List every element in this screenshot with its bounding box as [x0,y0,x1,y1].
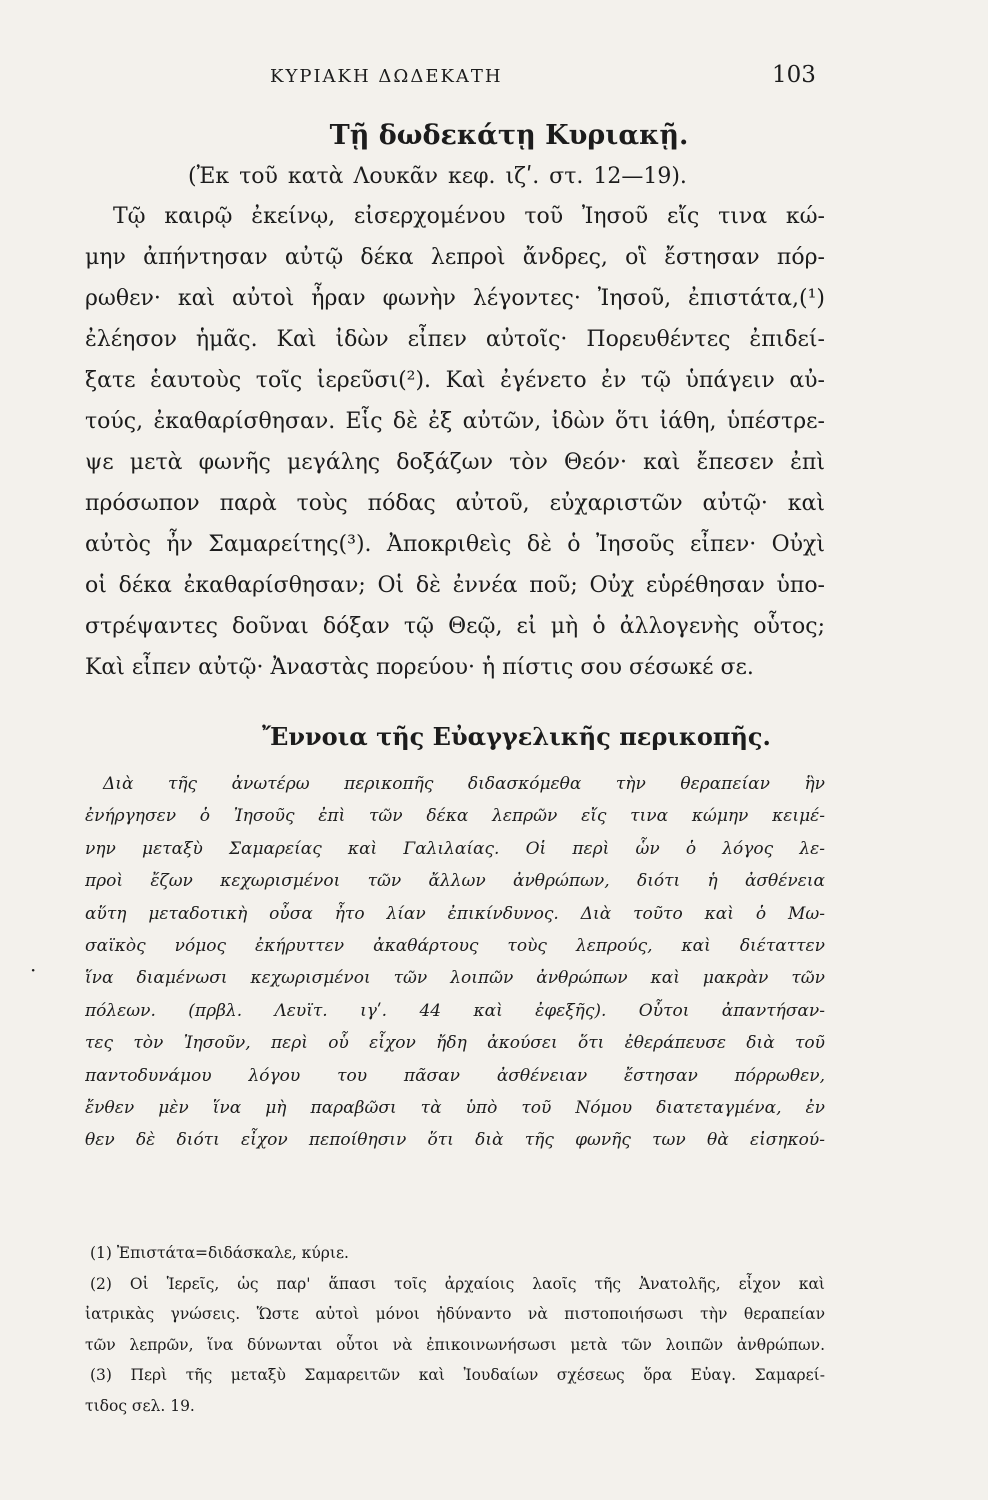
gospel-line: οἱ δέκα ἐκαθαρίσθησαν; Οἱ δὲ ἐννέα ποῦ; Οὐχ εὑρέθησαν ὑπο- [85,573,825,598]
commentary-line: νην μεταξὺ Σαμαρείας καὶ Γαλιλαίας. Οἱ περὶ ὧν ὁ λόγος λε- [85,838,825,859]
commentary-line: πόλεων. (πρβλ. Λευϊτ. ιγʹ. 44 καὶ ἐφεξῆς). Οὗτοι ἀπαντήσαν- [85,1000,825,1021]
commentary-text [85,768,825,1157]
gospel-line: πρόσωπον παρὰ τοὺς πόδας αὐτοῦ, εὐχαριστῶν αὐτῷ· καὶ [85,491,825,516]
gospel-line: τούς, ἐκαθαρίσθησαν. Εἷς δὲ ἐξ αὐτῶν, ἰδὼν ὅτι ἰάθη, ὑπέστρε- [85,409,825,434]
sunday-title: Τῇ δωδεκάτῃ Κυριακῇ. [329,120,689,151]
commentary-line: προὶ ἔζων κεχωρισμένοι τῶν ἄλλων ἀνθρώπων, διότι ἡ ἀσθένεια [85,871,825,892]
commentary-line: σαϊκὸς νόμος ἐκήρυττεν ἀκαθάρτους τοὺς λεπρούς, καὶ διέταττεν [85,935,825,956]
footnote-line: ἰατρικὰς γνώσεις. Ὥστε αὐτοὶ μόνοι ἠδύναντο νὰ πιστοποιήσωσι τὴν θεραπείαν [85,1305,825,1323]
commentary-line: αὕτη μεταδοτικὴ οὖσα ἦτο λίαν ἐπικίνδυνος. Διὰ τοῦτο καὶ ὁ Μω- [85,903,825,924]
running-head: ΚΥΡΙΑΚΗ ΔΩΔΕΚΑΤΗ [270,66,503,87]
margin-dot: · [30,958,37,982]
section-title: Ἔννοια τῆς Εὐαγγελικῆς περικοπῆς. [262,722,771,751]
scripture-reference: (Ἐκ τοῦ κατὰ Λουκᾶν κεφ. ιζʹ. στ. 12—19). [188,164,687,189]
commentary-line: ἵνα διαμένωσι κεχωρισμένοι τῶν λοιπῶν ἀνθρώπων καὶ μακρὰν τῶν [85,968,825,989]
footnotes [85,1238,825,1421]
commentary-line: θεν δὲ διότι εἶχον πεποίθησιν ὅτι διὰ τῆς φωνῆς των θὰ εἰσηκού- [85,1130,825,1151]
commentary-line: παντοδυνάμου λόγου του πᾶσαν ἀσθένειαν ἔστησαν πόρρωθεν, [85,1065,825,1086]
gospel-text [85,196,825,688]
page-number: 103 [772,62,816,88]
gospel-line: ρωθεν· καὶ αὐτοὶ ἦραν φωνὴν λέγοντες· Ἰησοῦ, ἐπιστάτα,(¹) [85,286,825,311]
commentary-line: ἐνήργησεν ὁ Ἰησοῦς ἐπὶ τῶν δέκα λεπρῶν εἴς τινα κώμην κειμέ- [85,806,825,827]
gospel-line: ψε μετὰ φωνῆς μεγάλης δοξάζων τὸν Θεόν· καὶ ἔπεσεν ἐπὶ [85,450,825,475]
gospel-line: μην ἀπήντησαν αὐτῷ δέκα λεπροὶ ἄνδρες, οἳ ἔστησαν πόρ- [85,245,825,270]
gospel-line: Τῷ καιρῷ ἐκείνῳ, εἰσερχομένου τοῦ Ἰησοῦ εἴς τινα κώ- [113,204,825,229]
footnote-line: (3) Περὶ τῆς μεταξὺ Σαμαρειτῶν καὶ Ἰουδαίων σχέσεως ὅρα Εὐαγ. Σαμαρεί- [90,1366,825,1384]
footnote-line: (2) Οἱ Ἱερεῖς, ὡς παρ' ἅπασι τοῖς ἀρχαίοις λαοῖς τῆς Ἀνατολῆς, εἶχον καὶ [90,1274,825,1293]
commentary-line: Διὰ τῆς ἀνωτέρω περικοπῆς διδασκόμεθα τὴν θεραπείαν ἣν [103,774,825,794]
footnote-line: τῶν λεπρῶν, ἵνα δύνωνται οὗτοι νὰ ἐπικοινωνήσωσι μετὰ τῶν λοιπῶν ἀνθρώπων. [85,1335,825,1354]
gospel-line: ἐλέησον ἡμᾶς. Καὶ ἰδὼν εἶπεν αὐτοῖς· Πορευθέντες ἐπιδεί- [85,327,825,352]
footnote-line: τιδος σελ. 19. [85,1396,195,1415]
gospel-line: Καὶ εἶπεν αὐτῷ· Ἀναστὰς πορεύου· ἡ πίστις σου σέσωκέ σε. [85,655,754,680]
gospel-line: ξατε ἑαυτοὺς τοῖς ἱερεῦσι(²). Καὶ ἐγένετο ἐν τῷ ὑπάγειν αὐ- [85,368,825,393]
footnote-line: (1) Ἐπιστάτα=διδάσκαλε, κύριε. [90,1244,349,1262]
commentary-line: ἔνθεν μὲν ἵνα μὴ παραβῶσι τὰ ὑπὸ τοῦ Νόμου διατεταγμένα, ἐν [85,1097,825,1118]
gospel-line: αὐτὸς ἦν Σαμαρείτης(³). Ἀποκριθεὶς δὲ ὁ Ἰησοῦς εἶπεν· Οὐχὶ [85,532,825,557]
commentary-line: τες τὸν Ἰησοῦν, περὶ οὗ εἶχον ἤδη ἀκούσει ὅτι ἐθεράπευσε διὰ τοῦ [85,1033,825,1054]
gospel-line: στρέψαντες δοῦναι δόξαν τῷ Θεῷ, εἰ μὴ ὁ ἀλλογενὴς οὗτος; [85,614,825,639]
